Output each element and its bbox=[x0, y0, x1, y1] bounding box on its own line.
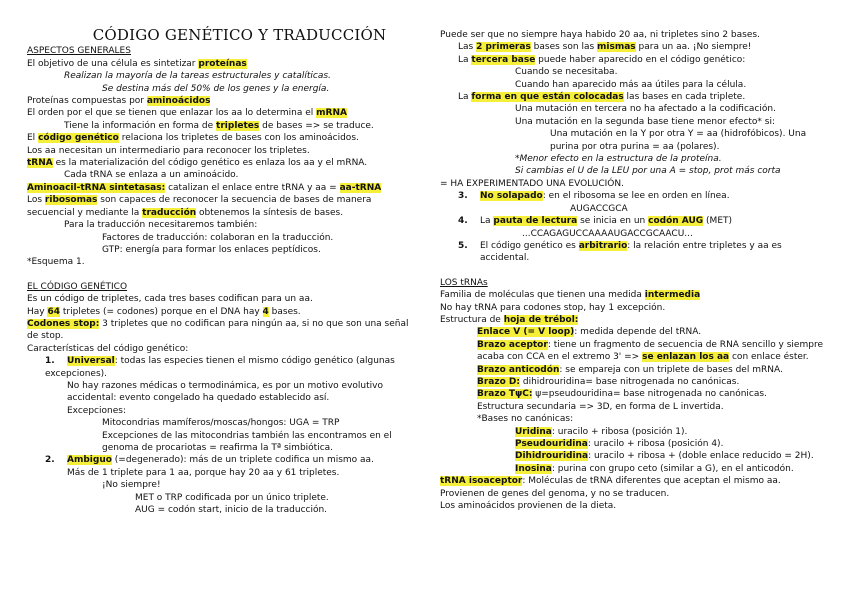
text-line: Brazo D: dihidrouridina= base nitrogenada no canónicas. bbox=[477, 376, 740, 387]
text-line: Aminoacil-tRNA sintetasas: catalizan el enlace entre tRNA y aa = aa-tRNA bbox=[27, 182, 382, 193]
text-line: Brazo aceptor: tiene un fragmento de secuencia de RNA sencillo y siempre acaba con CCA en el extremo 3' => se enlazan los aa con enlace éster. bbox=[477, 339, 823, 363]
text-line: No hay tRNA para codones stop, hay 1 excepción. bbox=[440, 302, 666, 313]
text-line: Tiene la información en forma de tripletes de bases => se traduce. bbox=[64, 120, 374, 131]
text-line: Familia de moléculas que tienen una medida intermedia bbox=[440, 290, 701, 301]
text-line: *Esquema 1. bbox=[27, 257, 85, 268]
text-line: *Bases no canónicas: bbox=[477, 414, 574, 425]
list-item: 1. Universal: todas las especies tienen el mismo código genético (algunas excepciones). bbox=[45, 356, 395, 379]
text-line: MET o TRP codificada por un único triplete. bbox=[135, 492, 329, 503]
section-heading-trnas: LOS tRNAs bbox=[440, 277, 488, 288]
text-line: Estructura secundaria => 3D, en forma de L invertida. bbox=[477, 401, 724, 412]
list-item: 4. La pauta de lectura se inicia en un codón AUG (MET) bbox=[458, 216, 733, 227]
text-line: Uridina: uracilo + ribosa (posición 1). bbox=[515, 426, 688, 437]
text-line: Los aminoácidos provienen de la dieta. bbox=[440, 501, 617, 512]
text-line: Inosina: purina con grupo ceto (similar a G), en el anticodón. bbox=[515, 463, 794, 474]
text-line: Características del código genético: bbox=[27, 343, 189, 354]
text-line: Mitocondrias mamíferos/moscas/hongos: UGA = TRP bbox=[102, 418, 340, 429]
text-line: Una mutación en la Y por otra Y = aa (hidrofóbicos). Una purina por otra purina = aa (polares). bbox=[550, 129, 807, 152]
list-item: 5. El código genético es arbitrario: la relación entre tripletes y aa es accidental. bbox=[458, 240, 782, 264]
right-column bbox=[440, 29, 830, 512]
text-line: Una mutación en la segunda base tiene menor efecto* si: bbox=[515, 116, 775, 127]
text-line: El objetivo de una célula es sintetizar proteínas bbox=[27, 58, 247, 69]
text-line: Realizan la mayoría de la tareas estructurales y catalíticas. bbox=[64, 71, 331, 82]
text-line: Excepciones: bbox=[67, 405, 126, 416]
text-line: = HA EXPERIMENTADO UNA EVOLUCIÓN. bbox=[440, 178, 624, 189]
text-line: Es un código de tripletes, cada tres bases codifican para un aa. bbox=[27, 294, 313, 305]
text-line: AUG = codón start, inicio de la traducción. bbox=[135, 505, 328, 516]
left-column bbox=[27, 0, 412, 516]
text-line: Las 2 primeras bases son las mismas para un aa. ¡No siempre! bbox=[458, 42, 752, 53]
text-line: La forma en que están colocadas las bases en cada triplete. bbox=[458, 92, 746, 103]
text-line: Dihidrouridina: uracilo + ribosa + (doble enlace reducido = 2H). bbox=[515, 451, 814, 462]
text-line: Provienen de genes del genoma, y no se traducen. bbox=[440, 488, 670, 499]
text-line: El código genético relaciona los tripletes de bases con los aminoácidos. bbox=[27, 133, 359, 144]
text-line: Factores de traducción: colaboran en la traducción. bbox=[102, 232, 334, 243]
text-line: Para la traducción necesitaremos también: bbox=[64, 220, 258, 231]
text-line: Proteínas compuestas por aminoácidos bbox=[27, 96, 211, 107]
text-line: Pseudouridina: uracilo + ribosa (posición 4). bbox=[515, 439, 724, 449]
text-line: Los ribosomas son capaces de reconocer la secuencia de bases de manera bbox=[27, 195, 372, 206]
text-line: Enlace V (= V loop): medida depende del tRNA. bbox=[477, 327, 702, 338]
text-line: Codones stop: 3 tripletes que no codifican para ningún aa, si no que son una señal de stop. bbox=[27, 318, 409, 342]
text-line: Cuando se necesitaba. bbox=[515, 67, 618, 78]
list-item: 3. No solapado: en el ribosoma se lee en orden en línea. bbox=[458, 191, 730, 202]
sequence-text: AUGACCGCA bbox=[570, 203, 628, 214]
text-line: Cuando han aparecido más aa útiles para la célula. bbox=[515, 79, 747, 90]
text-line: Más de 1 triplete para 1 aa, porque hay 20 aa y 61 tripletes. bbox=[67, 467, 340, 478]
text-line: tRNA es la materialización del código genético es enlaza los aa y el mRNA. bbox=[27, 158, 368, 169]
section-heading-aspectos: ASPECTOS GENERALES bbox=[27, 46, 131, 57]
text-line: secuencial y mediante la traducción obtenemos la síntesis de bases. bbox=[27, 207, 344, 218]
text-line: ¡No siempre! bbox=[102, 480, 161, 491]
text-line: Si cambias el U de la LEU por una A = stop, prot más corta bbox=[515, 166, 781, 177]
text-line: El orden por el que se tienen que enlazar los aa lo determina el mRNA bbox=[27, 108, 347, 119]
text-line: Excepciones de las mitocondrias también las encontramos en el genoma de procariotas = reafirma la Tª simbiótica. bbox=[102, 430, 392, 453]
text-line: Estructura de hoja de trébol: bbox=[440, 314, 579, 325]
text-line: Puede ser que no siempre haya habido 20 aa, ni tripletes sino 2 bases. bbox=[440, 30, 760, 40]
page-title: CÓDIGO GENÉTICO Y TRADUCCIÓN bbox=[92, 26, 387, 44]
text-line: Los aa necesitan un intermediario para reconocer los tripletes. bbox=[27, 145, 310, 156]
text-line: La tercera base puede haber aparecido en el código genético: bbox=[458, 54, 746, 65]
text-line: tRNA isoaceptor: Moléculas de tRNA diferentes que aceptan el mismo aa. bbox=[440, 476, 781, 487]
text-line: Hay 64 tripletes (= codones) porque en el DNA hay 4 bases. bbox=[27, 306, 301, 317]
text-line: Una mutación en tercera no ha afectado a la codificación. bbox=[515, 104, 776, 115]
text-line: Se destina más del 50% de los genes y la energía. bbox=[102, 83, 330, 94]
text-line: *Menor efecto en la estructura de la proteína. bbox=[515, 154, 722, 165]
text-line: Brazo TψC: ψ=pseudouridina= base nitrogenada no canónicas. bbox=[477, 389, 767, 400]
section-heading-codigo: EL CÓDIGO GENÉTICO bbox=[27, 281, 128, 292]
text-line: No hay razones médicas o termodinámica, es por un motivo evolutivo accidental: evento congelado ha quedado establecido así. bbox=[67, 380, 383, 404]
list-item: 2. Ambiguo (=degenerado): más de un triplete codifica un mismo aa. bbox=[45, 455, 374, 466]
text-line: GTP: energía para formar los enlaces peptídicos. bbox=[102, 244, 321, 255]
text-line: Cada tRNA se enlaza a un aminoácido. bbox=[64, 170, 239, 181]
sequence-text: ...CCAGAGUCCAAAAUGACCGCAACU... bbox=[522, 228, 693, 239]
text-line: Brazo anticodón: se empareja con un triplete de bases del mRNA. bbox=[477, 364, 783, 375]
